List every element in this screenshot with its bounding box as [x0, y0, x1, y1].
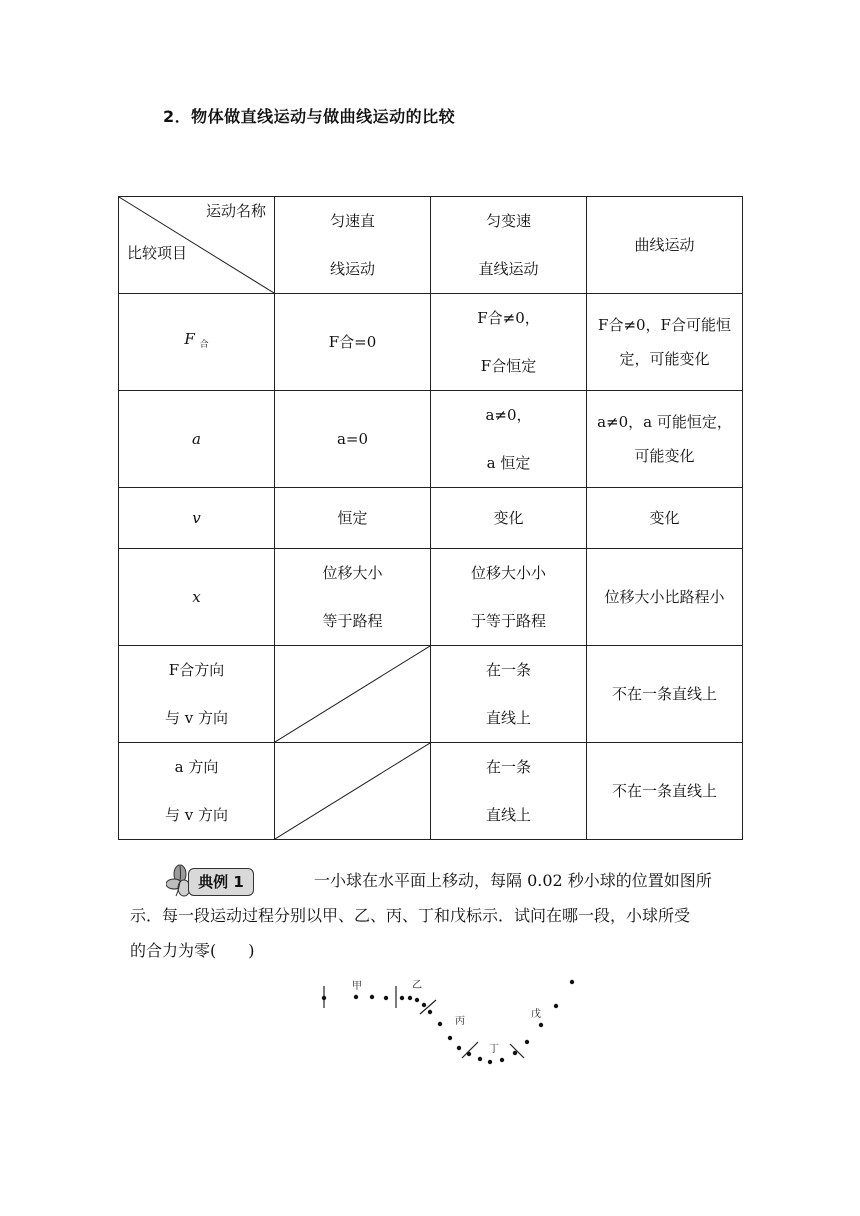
cell: a=0 — [275, 391, 431, 488]
cell-line: F合≠0，F合可能恒 — [598, 316, 731, 334]
corner-top-label: 运动名称 — [205, 202, 266, 220]
table-row — [119, 646, 743, 743]
header-curvilinear: 曲线运动 — [587, 197, 743, 294]
segment-label: 乙 — [412, 980, 422, 991]
cell: 恒定 — [275, 488, 431, 549]
header-line: 直线运动 — [478, 260, 539, 278]
table-row — [119, 743, 743, 840]
cell-line: a 方向 — [174, 758, 219, 776]
cell: 不在一条直线上 — [587, 646, 743, 743]
table-header-row — [119, 197, 743, 294]
ball-dot — [570, 980, 574, 984]
item-acceleration: a — [119, 391, 275, 488]
question-line: 一小球在水平面上移动，每隔 0.02 秒小球的位置如图所 — [314, 871, 712, 890]
header-uniform-linear — [275, 197, 431, 294]
header-uniformly-varied-linear — [431, 197, 587, 294]
header-line: 匀速直 — [329, 212, 375, 230]
ball-dot — [525, 1040, 529, 1044]
ball-dot — [438, 1022, 442, 1026]
segment-label: 甲 — [352, 981, 362, 992]
cell: 变化 — [587, 488, 743, 549]
ball-dot — [448, 1036, 452, 1040]
section-heading: 2．物体做直线运动与做曲线运动的比较 — [163, 107, 456, 126]
example-badge — [166, 866, 254, 896]
cell-line: a 恒定 — [486, 454, 531, 472]
cell-line: 位移大小小 — [470, 564, 546, 582]
subscript: 合 — [199, 340, 209, 350]
cell: F合=0 — [275, 294, 431, 391]
cell-line: 定，可能变化 — [619, 350, 710, 368]
cell-line: 与 v 方向 — [164, 806, 228, 824]
ball-dot — [370, 995, 374, 999]
cell — [431, 646, 587, 743]
item-displacement: x — [119, 549, 275, 646]
comparison-table — [118, 196, 743, 840]
corner-bottom-label: 比较项目 — [127, 244, 188, 262]
cell-line: 等于路程 — [322, 612, 383, 630]
ball-trajectory-figure — [310, 972, 590, 1072]
cell-line: 直线上 — [485, 806, 531, 824]
segment-label: 丁 — [489, 1044, 499, 1055]
table-row — [119, 488, 743, 549]
ball-dot — [415, 998, 419, 1002]
segment-label: 戊 — [531, 1009, 541, 1020]
ball-dot — [400, 996, 404, 1000]
item-force-vs-velocity-direction — [119, 646, 275, 743]
cell-diagonal — [275, 743, 430, 839]
ball-dot — [467, 1052, 471, 1056]
corner-cell — [119, 197, 275, 294]
cell-line: 于等于路程 — [470, 612, 546, 630]
cell: 不在一条直线上 — [587, 743, 743, 840]
ball-dot — [384, 996, 388, 1000]
cell-line: 可能变化 — [634, 447, 695, 465]
table-row — [119, 391, 743, 488]
ball-dot — [500, 1058, 504, 1062]
ball-dot — [457, 1046, 461, 1050]
ball-dot — [539, 1023, 543, 1027]
cell — [587, 294, 743, 391]
cell-line: 在一条 — [485, 661, 531, 679]
cell-line: 在一条 — [485, 758, 531, 776]
cell-line: F合≠0， — [477, 309, 540, 327]
item-velocity: v — [119, 488, 275, 549]
cell: 变化 — [431, 488, 587, 549]
ball-dot — [428, 1010, 432, 1014]
ball-dot — [322, 996, 326, 1000]
item-accel-vs-velocity-direction — [119, 743, 275, 840]
cell-line: F合方向 — [168, 661, 225, 679]
ball-dot — [478, 1057, 482, 1061]
cell-line: a≠0，a 可能恒定， — [597, 413, 732, 431]
cell — [431, 294, 587, 391]
cell-line: 与 v 方向 — [164, 709, 228, 727]
cell-line: F合恒定 — [480, 357, 537, 375]
cell: 位移大小比路程小 — [587, 549, 743, 646]
ball-dot — [422, 1003, 426, 1007]
cell — [275, 549, 431, 646]
header-line: 线运动 — [329, 260, 375, 278]
header-line: 匀变速 — [485, 212, 531, 230]
cell-line: 直线上 — [485, 709, 531, 727]
question-line: 示．每一段运动过程分别以甲、乙、丙、丁和戊标示．试问在哪一段，小球所受 — [130, 906, 691, 925]
cell-diagonal — [275, 646, 430, 742]
table-row — [119, 294, 743, 391]
item-net-force: F $_合$ — [119, 294, 275, 391]
cell — [431, 549, 587, 646]
cell — [587, 391, 743, 488]
cell-line: a≠0， — [485, 406, 532, 424]
empty-cell — [275, 743, 431, 840]
ball-positions — [322, 980, 574, 1064]
segment-marker — [510, 1044, 524, 1058]
cell-line: 位移大小 — [322, 564, 383, 582]
ball-dot — [513, 1051, 517, 1055]
table-row — [119, 549, 743, 646]
cell — [431, 743, 587, 840]
example-label: 典例 1 — [188, 868, 254, 896]
cell — [431, 391, 587, 488]
ball-dot — [488, 1060, 492, 1064]
ball-dot — [354, 995, 358, 999]
empty-cell — [275, 646, 431, 743]
segment-label: 丙 — [455, 1016, 465, 1027]
question-line: 的合力为零( ) — [130, 941, 255, 960]
ball-dot — [554, 1004, 558, 1008]
ball-dot — [408, 996, 412, 1000]
